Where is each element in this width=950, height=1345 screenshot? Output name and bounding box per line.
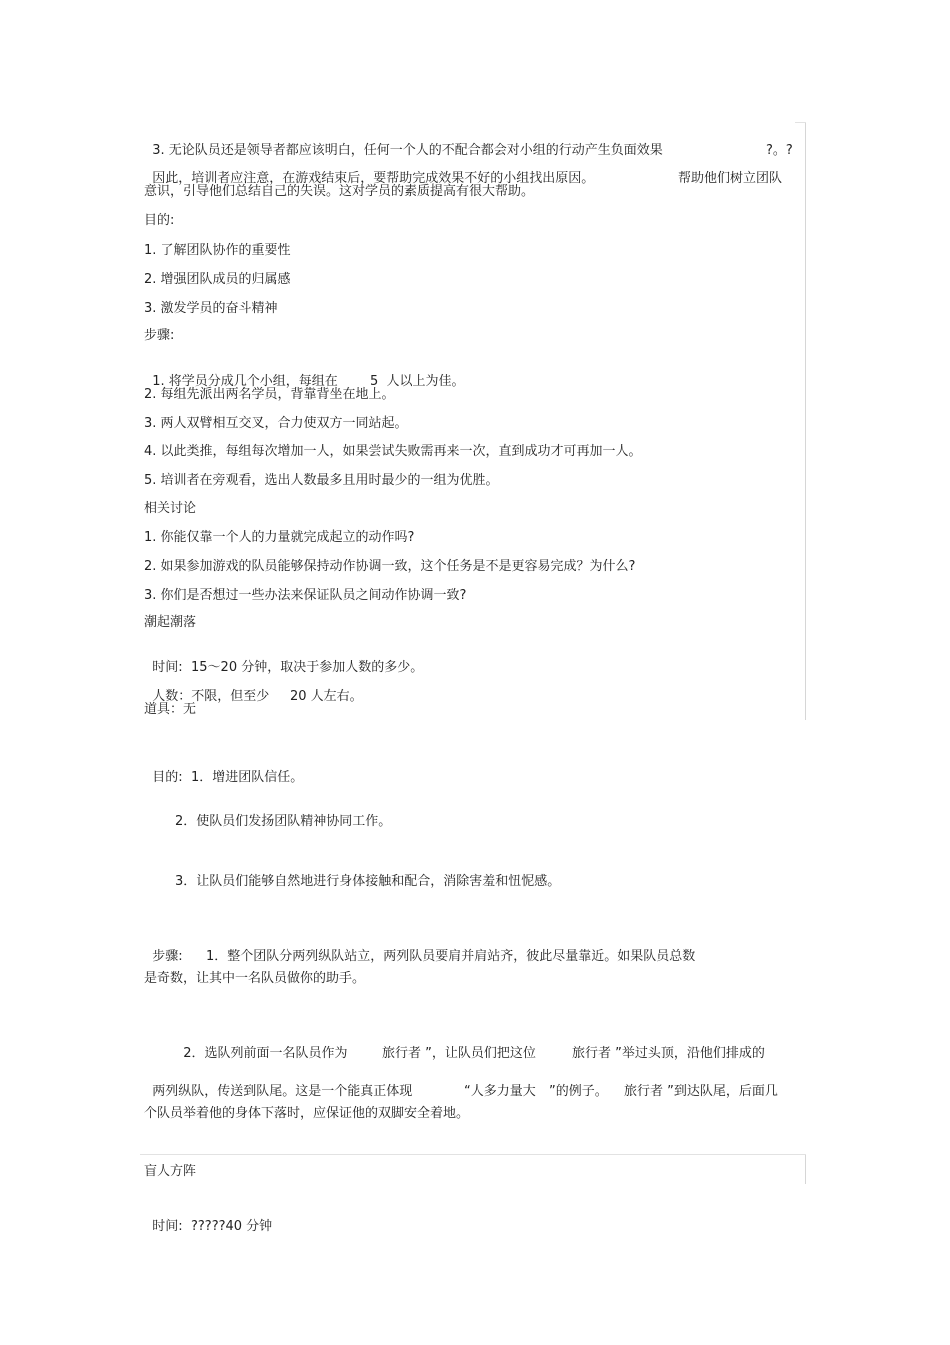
table-top-border-2 [140, 1154, 806, 1155]
steps-line: 是奇数，让其中一名队员做你的助手。 [144, 971, 366, 986]
discussion-item: 2. 如果参加游戏的队员能够保持动作协调一致，这个任务是不是更容易完成？为什么? [144, 559, 636, 574]
steps-line: 两列纵队，传送到队尾。这是一个能真正体现 “人多力量大 ”的例子。 旅行者 ”到达队尾，后面几 [152, 1084, 778, 1099]
step-item: 5. 培训者在旁观看，选出人数最多且用时最少的一组为优胜。 [144, 473, 499, 488]
paragraph-line-2: 因此，培训者应注意，在游戏结束后，要帮助完成效果不好的小组找出原因。 帮助他们树立团队 [152, 171, 783, 186]
steps-line: 个队员举着他的身体下落时，应保证他的双脚安全着地。 [144, 1106, 470, 1121]
game-title: 盲人方阵 [144, 1164, 197, 1179]
step-item: 4. 以此类推，每组每次增加一人，如果尝试失败需再来一次，直到成功才可再加一人。 [144, 444, 642, 459]
step-item: 2. 每组先派出两名学员，背靠背坐在地上。 [144, 387, 395, 402]
purpose-item: 1. 了解团队协作的重要性 [144, 243, 291, 258]
purpose-item: 3. 激发学员的奋斗精神 [144, 301, 278, 316]
discussion-item: 3. 你们是否想过一些办法来保证队员之间动作协调一致? [144, 588, 467, 603]
time-line: 时间: 15～20 分钟，取决于参加人数的多少。 [152, 660, 424, 675]
table-right-border-2 [805, 1154, 806, 1184]
purpose-line: 3．让队员们能够自然地进行身体接触和配合，消除害羞和忸怩感。 [175, 874, 561, 889]
table-top-border [795, 122, 806, 123]
purpose-heading: 目的: [144, 213, 175, 228]
steps-line: 2．选队列前面一名队员作为 旅行者 ”，让队员们把这位 旅行者 ”举过头顶，沿他们排成的 [183, 1046, 765, 1061]
time-line: 时间: ?????40 分钟 [152, 1219, 273, 1234]
props-line: 道具：无 [144, 702, 197, 717]
discussion-heading: 相关讨论 [144, 501, 197, 516]
step-item: 1. 将学员分成几个小组，每组在 5 人以上为佳。 [152, 374, 465, 389]
people-line: 人数：不限，但至少 20 人左右。 [152, 689, 363, 704]
paragraph-line-1: 3. 无论队员还是领导者都应该明白，任何一个人的不配合都会对小组的行动产生负面效果 ?。? [152, 143, 793, 158]
table-right-border [805, 122, 806, 720]
steps-line: 步骤: 1．整个团队分两列纵队站立，两列队员要肩并肩站齐，彼此尽量靠近。如果队员总数 [152, 949, 696, 964]
steps-heading: 步骤: [144, 328, 175, 343]
purpose-item: 2. 增强团队成员的归属感 [144, 272, 291, 287]
step-item: 3. 两人双臂相互交叉，合力使双方一同站起。 [144, 416, 408, 431]
discussion-item: 1. 你能仅靠一个人的力量就完成起立的动作吗? [144, 530, 415, 545]
game-title: 潮起潮落 [144, 615, 197, 630]
purpose-line: 目的: 1．增进团队信任。 [152, 770, 304, 785]
paragraph-line-3: 意识，引导他们总结自己的失误。这对学员的素质提高有很大帮助。 [144, 184, 535, 199]
purpose-line: 2．使队员们发扬团队精神协同工作。 [175, 814, 392, 829]
